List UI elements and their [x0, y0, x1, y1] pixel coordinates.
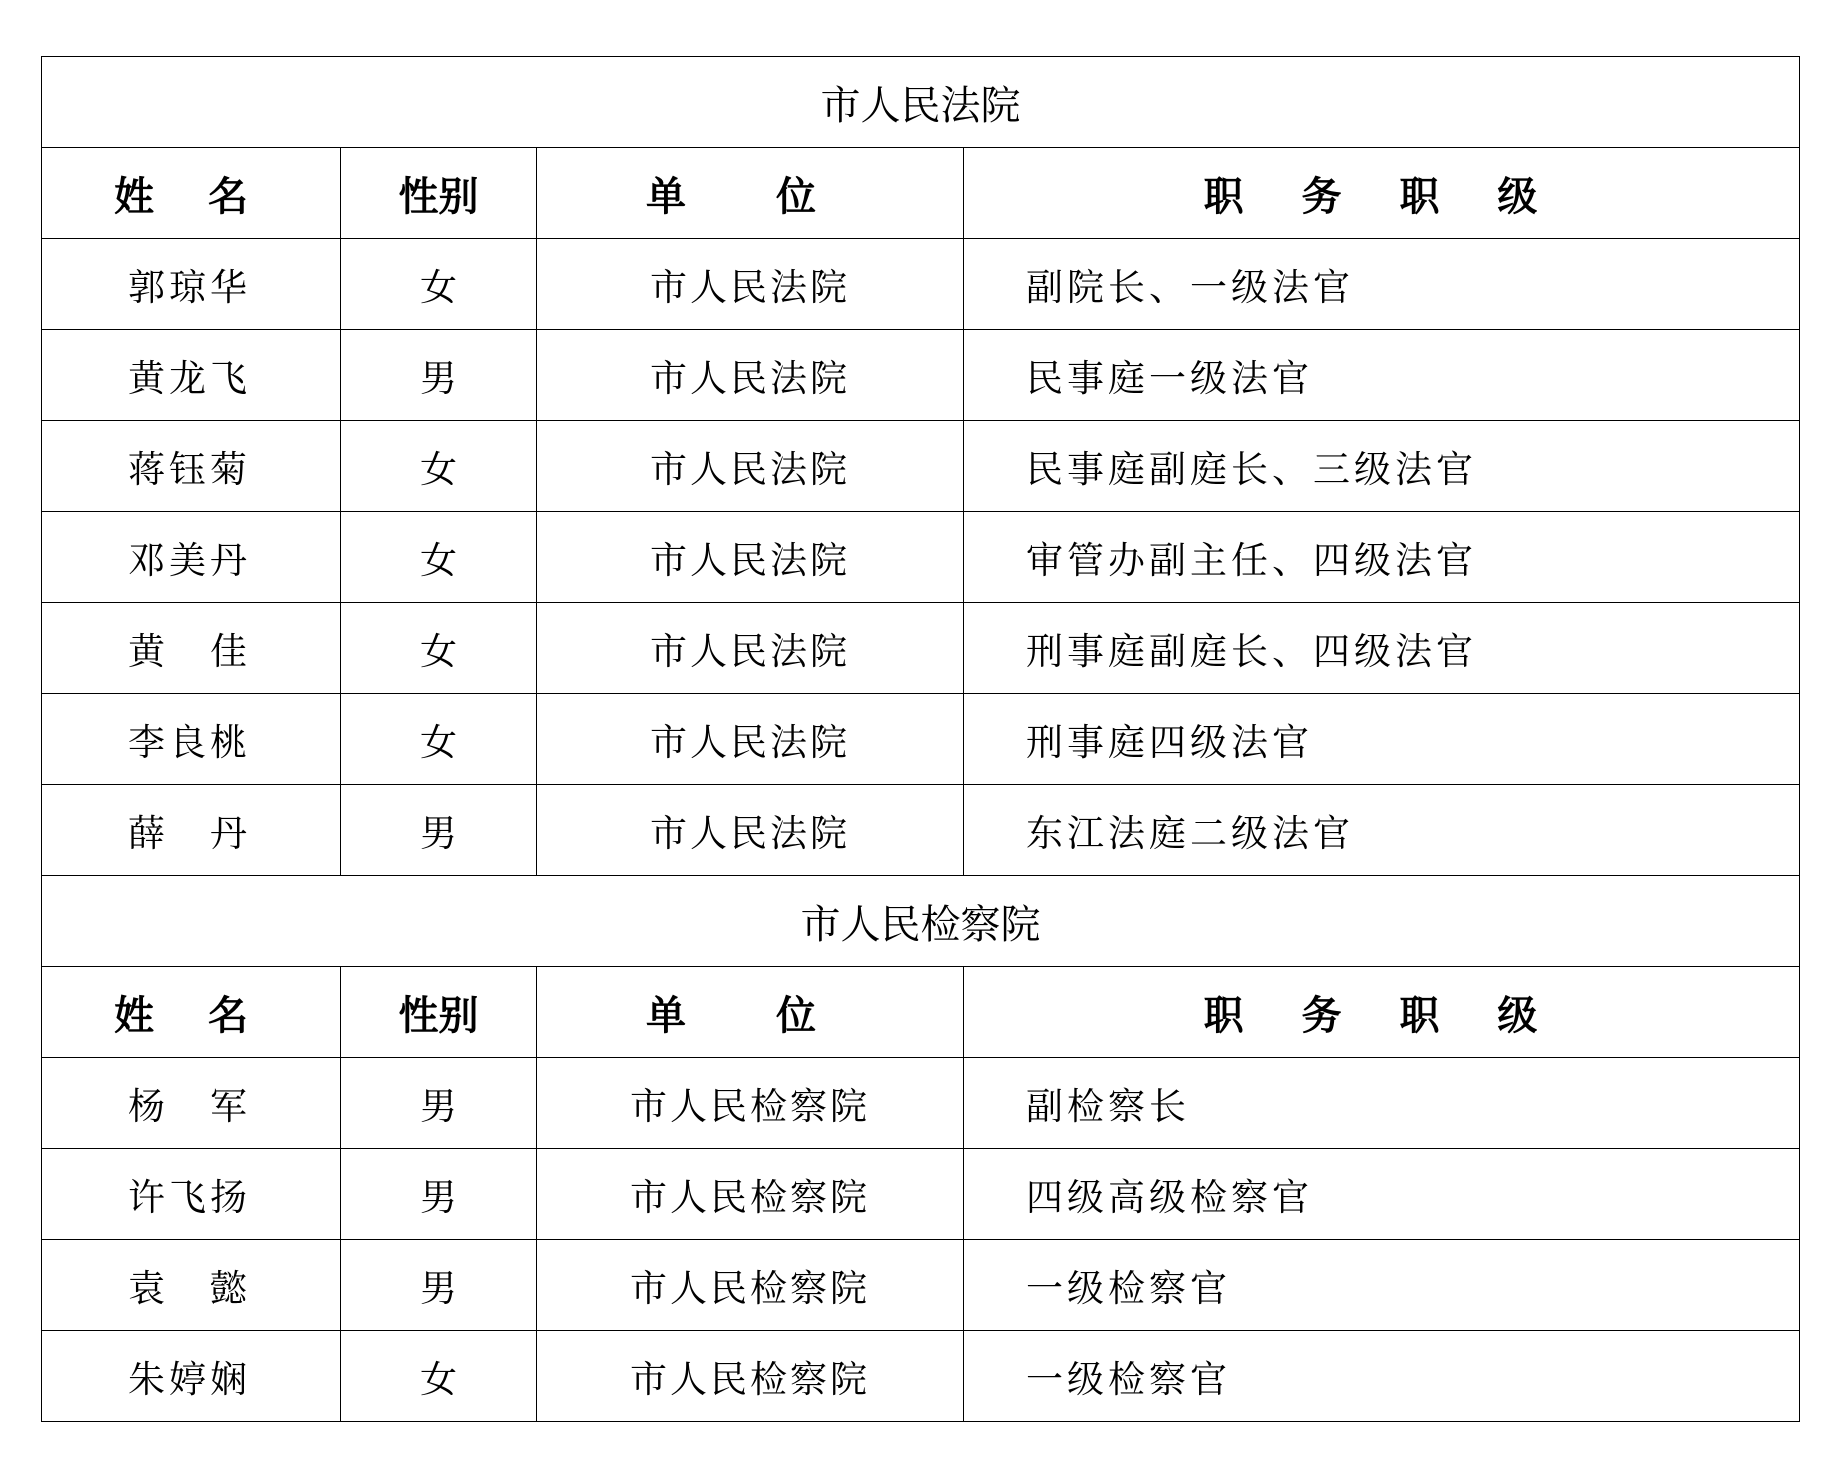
cell-unit: 市人民法院 [537, 239, 964, 330]
cell-name: 黄 佳 [42, 603, 341, 694]
cell-unit: 市人民法院 [537, 785, 964, 876]
section-title: 市人民检察院 [42, 876, 1800, 967]
header-title-label: 职 务 职 级 [1203, 173, 1560, 220]
cell-title: 副检察长 [964, 1058, 1800, 1149]
cell-title: 一级检察官 [964, 1240, 1800, 1331]
header-unit-label: 单 位 [646, 992, 854, 1039]
cell-gender: 男 [341, 785, 537, 876]
cell-unit: 市人民法院 [537, 512, 964, 603]
cell-gender: 女 [341, 694, 537, 785]
section-row [42, 57, 1800, 148]
cell-title: 刑事庭四级法官 [964, 694, 1800, 785]
cell-title: 民事庭副庭长、三级法官 [964, 421, 1800, 512]
personnel-table [41, 56, 1800, 1422]
cell-title: 民事庭一级法官 [964, 330, 1800, 421]
table-row [42, 603, 1800, 694]
table-row [42, 512, 1800, 603]
cell-gender: 女 [341, 512, 537, 603]
cell-name: 许飞扬 [42, 1149, 341, 1240]
cell-name: 薛 丹 [42, 785, 341, 876]
cell-name: 蒋钰菊 [42, 421, 341, 512]
cell-name: 李良桃 [42, 694, 341, 785]
header-name-label: 姓 名 [114, 173, 268, 220]
header-gender [341, 148, 537, 239]
cell-title: 四级高级检察官 [964, 1149, 1800, 1240]
cell-gender: 女 [341, 1331, 537, 1422]
header-row [42, 967, 1800, 1058]
header-title [964, 967, 1800, 1058]
cell-gender: 女 [341, 603, 537, 694]
header-gender [341, 967, 537, 1058]
header-title [964, 148, 1800, 239]
table-row [42, 1331, 1800, 1422]
section-row [42, 876, 1800, 967]
cell-gender: 男 [341, 1240, 537, 1331]
header-gender-label: 性别 [398, 173, 479, 220]
cell-unit: 市人民法院 [537, 603, 964, 694]
cell-unit: 市人民法院 [537, 330, 964, 421]
cell-gender: 女 [341, 239, 537, 330]
header-row [42, 148, 1800, 239]
cell-unit: 市人民法院 [537, 421, 964, 512]
header-name-label: 姓 名 [114, 992, 268, 1039]
cell-name: 杨 军 [42, 1058, 341, 1149]
cell-unit: 市人民检察院 [537, 1240, 964, 1331]
header-name [42, 148, 341, 239]
table-row [42, 1240, 1800, 1331]
table-row [42, 330, 1800, 421]
cell-name: 邓美丹 [42, 512, 341, 603]
cell-name: 黄龙飞 [42, 330, 341, 421]
table-row [42, 1058, 1800, 1149]
cell-name: 袁 懿 [42, 1240, 341, 1331]
cell-unit: 市人民检察院 [537, 1149, 964, 1240]
table-row [42, 694, 1800, 785]
header-title-label: 职 务 职 级 [1203, 992, 1560, 1039]
cell-gender: 女 [341, 421, 537, 512]
cell-unit: 市人民检察院 [537, 1331, 964, 1422]
cell-title: 审管办副主任、四级法官 [964, 512, 1800, 603]
header-name [42, 967, 341, 1058]
cell-title: 副院长、一级法官 [964, 239, 1800, 330]
cell-name: 朱婷娴 [42, 1331, 341, 1422]
cell-title: 刑事庭副庭长、四级法官 [964, 603, 1800, 694]
cell-title: 一级检察官 [964, 1331, 1800, 1422]
header-unit-label: 单 位 [646, 173, 854, 220]
table-row [42, 421, 1800, 512]
cell-unit: 市人民法院 [537, 694, 964, 785]
cell-unit: 市人民检察院 [537, 1058, 964, 1149]
header-unit [537, 148, 964, 239]
cell-gender: 男 [341, 1149, 537, 1240]
section-title: 市人民法院 [42, 57, 1800, 148]
cell-title: 东江法庭二级法官 [964, 785, 1800, 876]
table-row [42, 1149, 1800, 1240]
table-row [42, 785, 1800, 876]
cell-gender: 男 [341, 330, 537, 421]
header-gender-label: 性别 [398, 992, 479, 1039]
table-row [42, 239, 1800, 330]
cell-name: 郭琼华 [42, 239, 341, 330]
cell-gender: 男 [341, 1058, 537, 1149]
header-unit [537, 967, 964, 1058]
